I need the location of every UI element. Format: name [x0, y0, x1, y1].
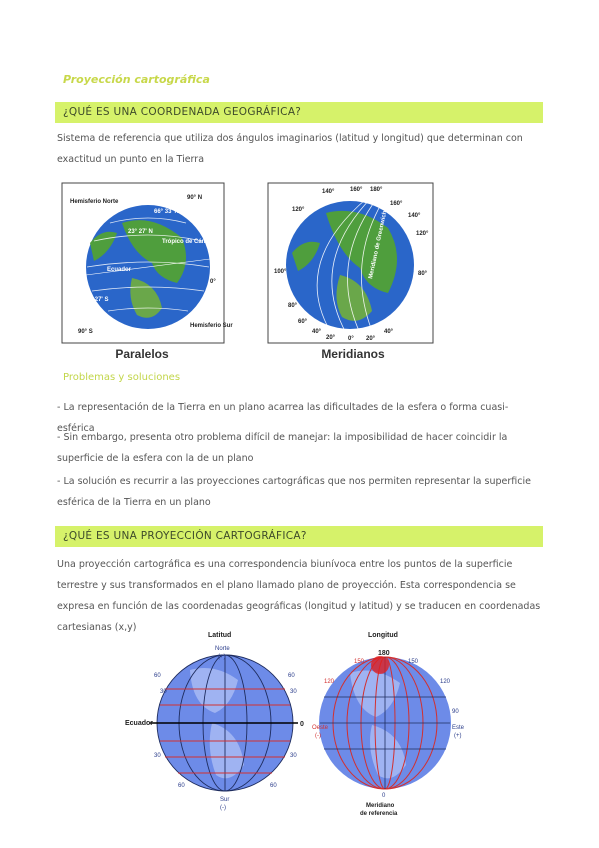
meridians-figure: [268, 183, 433, 361]
svg-text:90° N: 90° N: [187, 195, 203, 201]
svg-text:80°: 80°: [418, 271, 428, 277]
svg-text:de referencia: de referencia: [360, 811, 398, 817]
problem-bullet-1: - La representación de la Tierra en un plano acarrea las dificultades de la esfera o forma cuasi-esférica: [57, 402, 509, 434]
svg-text:140°: 140°: [408, 213, 421, 219]
problem-bullet-3: - La solución es recurrir a las proyecciones cartográficas que nos permiten representar la superficie esférica de la Tierra en un plano: [57, 476, 531, 508]
svg-text:66° 33' N: 66° 33' N: [154, 209, 179, 215]
svg-text:60: 60: [270, 783, 277, 789]
svg-text:Norte: Norte: [215, 646, 230, 652]
svg-text:0°: 0°: [210, 279, 216, 285]
svg-text:150: 150: [354, 659, 365, 665]
section-heading-text: ¿QUÉ ES UNA PROYECCIÓN CARTOGRÁFICA?: [63, 530, 307, 542]
svg-text:Trópico de Cáncer: Trópico de Cáncer: [162, 239, 215, 245]
svg-text:30: 30: [290, 753, 297, 759]
svg-text:23° 27' S: 23° 27' S: [84, 297, 109, 303]
svg-text:90: 90: [452, 709, 459, 715]
svg-text:Sur: Sur: [220, 797, 230, 803]
svg-text:40°: 40°: [384, 329, 394, 335]
svg-text:180°: 180°: [370, 187, 383, 193]
projection-definition: Una proyección cartográfica es una correspondencia biunívoca entre los puntos de la superficie terrestre y sus transformados en el plano llamado plano de proyección. Esta correspondencia se expresa en función de las coordenadas geográficas (longitud y latitud) y se traducen en coordenadas cartesianas (x,y): [57, 559, 541, 633]
svg-text:Ecuador: Ecuador: [125, 720, 154, 727]
svg-text:Ecuador: Ecuador: [107, 267, 132, 273]
svg-text:20°: 20°: [326, 335, 336, 341]
svg-text:150: 150: [408, 659, 419, 665]
svg-text:0: 0: [300, 721, 304, 728]
meridians-caption: Meridianos: [321, 347, 385, 361]
section-heading-coordinates: [55, 102, 543, 123]
coordinates-definition: Sistema de referencia que utiliza dos ángulos imaginarios (latitud y longitud) que determinan con exactitud un punto en la Tierra: [57, 133, 523, 165]
problem-bullet-2: - Sin embargo, presenta otro problema difícil de manejar: la imposibilidad de hacer coincidir la superficie de la esfera con la de un plano: [57, 432, 508, 464]
svg-text:Latitud: Latitud: [208, 632, 232, 639]
svg-text:90° S: 90° S: [78, 329, 93, 335]
parallels-figure: [62, 183, 233, 361]
svg-text:100°: 100°: [274, 269, 287, 275]
svg-text:Oeste: Oeste: [312, 725, 329, 731]
svg-text:180: 180: [378, 650, 390, 657]
svg-text:120°: 120°: [292, 207, 305, 213]
svg-text:120: 120: [440, 679, 451, 685]
svg-text:160°: 160°: [350, 187, 363, 193]
svg-text:Hemisferio Sur: Hemisferio Sur: [190, 323, 233, 329]
longitude-figure: [310, 625, 480, 820]
svg-text:23° 27' N: 23° 27' N: [128, 229, 153, 235]
svg-text:60: 60: [154, 673, 161, 679]
svg-text:(-): (-): [315, 733, 321, 739]
section-heading-text: ¿QUÉ ES UNA COORDENADA GEOGRÁFICA?: [63, 106, 302, 118]
document-title: Proyección cartográfica: [63, 73, 210, 86]
svg-text:Hemisferio Norte: Hemisferio Norte: [70, 199, 119, 205]
svg-text:(+): (+): [218, 654, 226, 660]
svg-text:120°: 120°: [416, 231, 429, 237]
svg-text:Meridiano de Greenwich: Meridiano de Greenwich: [368, 210, 389, 280]
latitude-figure: [120, 625, 310, 815]
parallels-caption: Paralelos: [115, 347, 169, 361]
svg-text:20°: 20°: [366, 336, 376, 342]
svg-text:60: 60: [178, 783, 185, 789]
svg-text:0: 0: [382, 793, 386, 799]
svg-text:80°: 80°: [288, 303, 298, 309]
svg-text:Este: Este: [452, 725, 465, 731]
svg-text:30: 30: [160, 689, 167, 695]
svg-text:(-): (-): [220, 805, 226, 811]
svg-text:60°: 60°: [298, 319, 308, 325]
svg-text:140°: 140°: [322, 189, 335, 195]
svg-text:(+): (+): [454, 733, 462, 739]
svg-text:40°: 40°: [312, 329, 322, 335]
svg-text:0°: 0°: [348, 336, 354, 342]
svg-text:30: 30: [290, 689, 297, 695]
svg-text:30: 30: [154, 753, 161, 759]
problems-heading: Problemas y soluciones: [63, 372, 181, 383]
svg-text:60: 60: [288, 673, 295, 679]
svg-text:Longitud: Longitud: [368, 632, 398, 639]
svg-text:Meridiano: Meridiano: [366, 803, 395, 809]
svg-text:120: 120: [324, 679, 335, 685]
svg-text:160°: 160°: [390, 201, 403, 207]
section-heading-projection: [55, 526, 543, 547]
